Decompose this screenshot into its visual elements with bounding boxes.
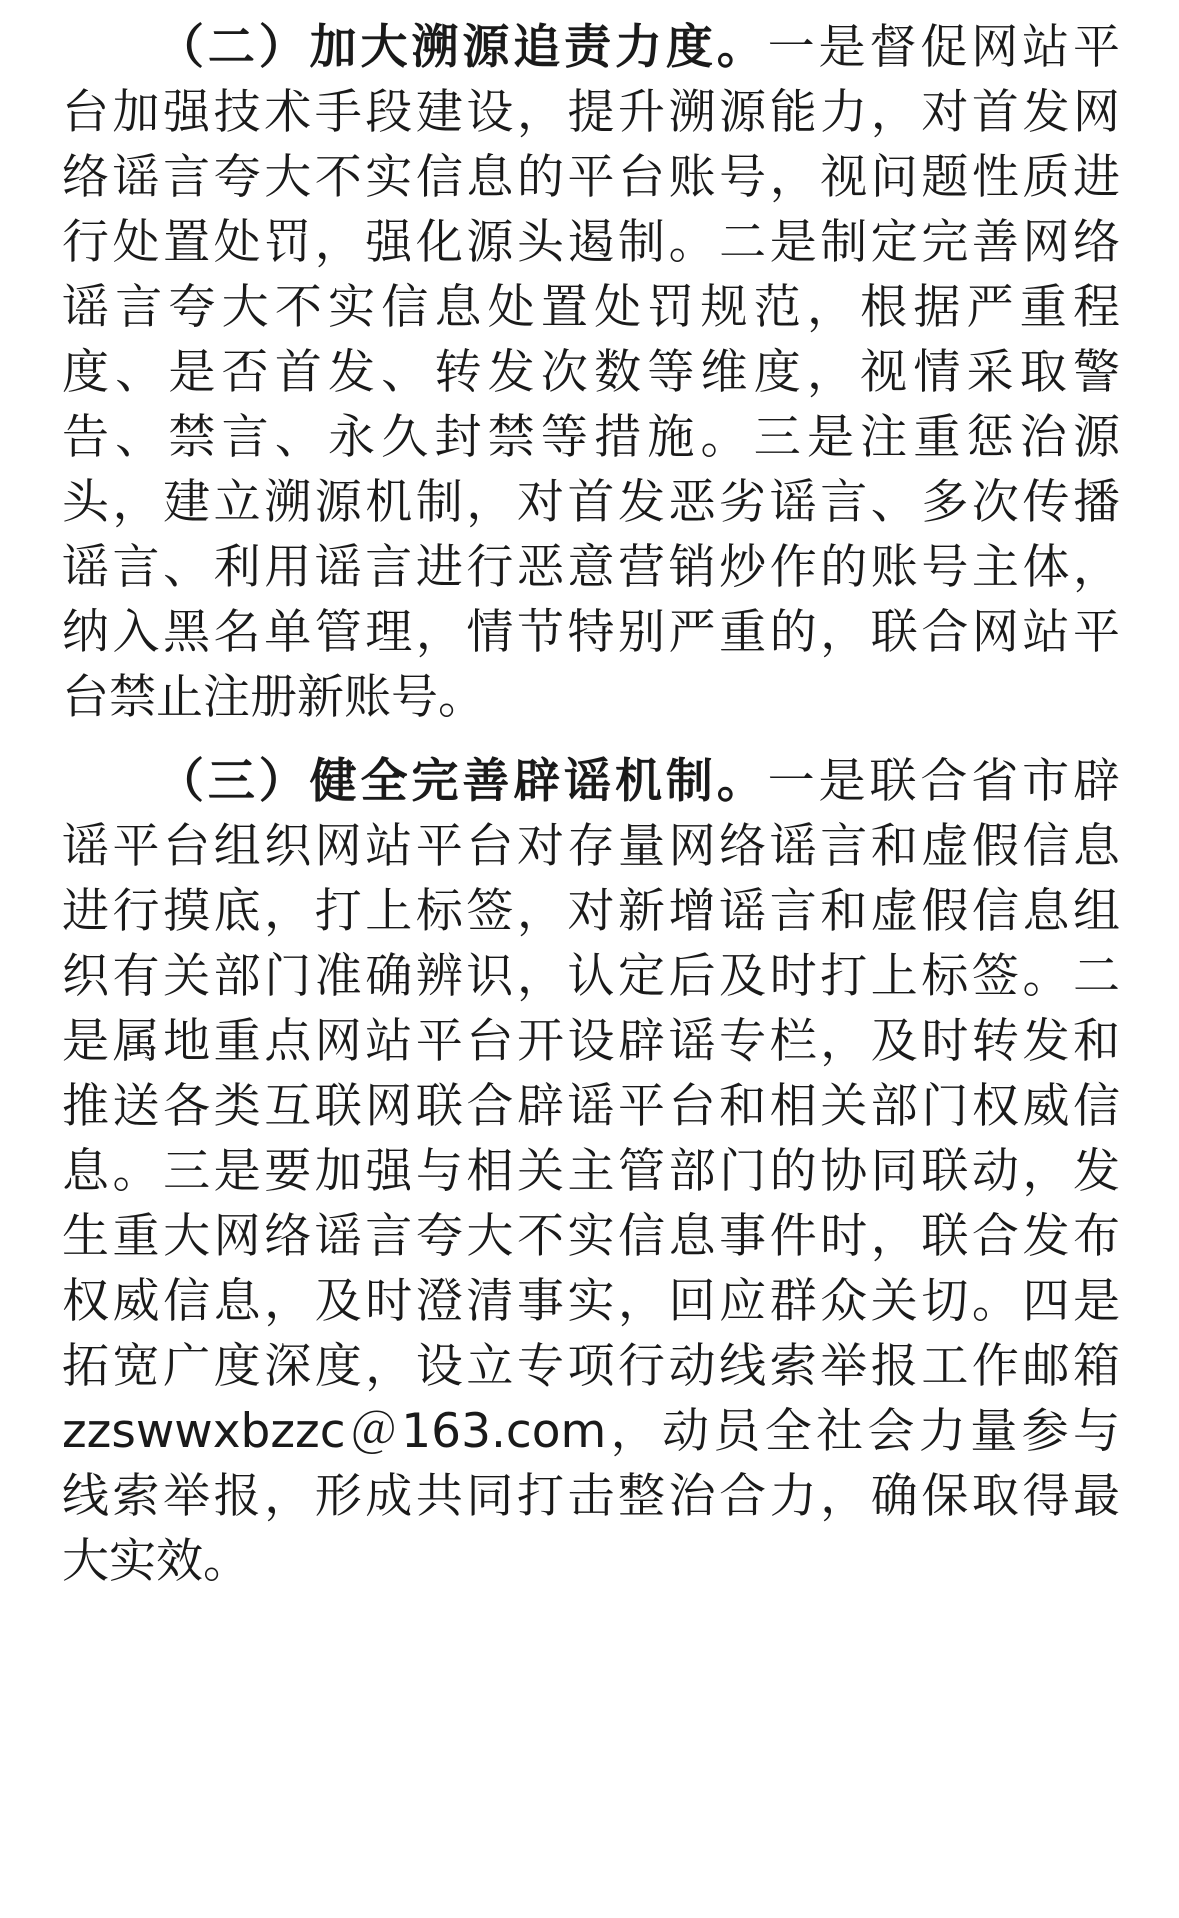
- section2-line-5: 谣言夸大不实信息处置处罚规范，根据严重程: [62, 280, 1120, 335]
- section3-heading: （三）健全完善辟谣机制。: [157, 754, 768, 809]
- section2-line-1-text: 一是督促网站平: [767, 20, 1120, 75]
- section3-line-3: 进行摸底，打上标签，对新增谣言和虚假信息组: [62, 884, 1120, 939]
- section2-line-7: 告、禁言、永久封禁等措施。三是注重惩治源: [62, 410, 1120, 465]
- section2-heading: （二）加大溯源追责力度。: [157, 20, 768, 75]
- section2-line-9: 谣言、利用谣言进行恶意营销炒作的账号主体，: [62, 540, 1120, 595]
- section3-line-11-email: zzswwxbzzc＠163.com，动员全社会力量参与: [62, 1404, 1120, 1459]
- section3-line-9: 权威信息，及时澄清事实，回应群众关切。四是: [62, 1274, 1120, 1329]
- section3-line-7: 息。三是要加强与相关主管部门的协同联动，发: [62, 1144, 1120, 1199]
- section2-line-4: 行处置处罚，强化源头遏制。二是制定完善网络: [62, 215, 1120, 270]
- section3-line-8: 生重大网络谣言夸大不实信息事件时，联合发布: [62, 1209, 1120, 1264]
- section2-line-6: 度、是否首发、转发次数等维度，视情采取警: [62, 345, 1120, 400]
- section2-line-2: 台加强技术手段建设，提升溯源能力，对首发网: [62, 85, 1120, 140]
- section3-line-4: 织有关部门准确辨识，认定后及时打上标签。二: [62, 949, 1120, 1004]
- section2-line-10: 纳入黑名单管理，情节特别严重的，联合网站平: [62, 605, 1120, 660]
- section3-line-12: 线索举报，形成共同打击整治合力，确保取得最: [62, 1469, 1120, 1524]
- section2-line-11: 台禁止注册新账号。: [62, 670, 485, 725]
- section3-line-6: 推送各类互联网联合辟谣平台和相关部门权威信: [62, 1079, 1120, 1134]
- section3-line-2: 谣平台组织网站平台对存量网络谣言和虚假信息: [62, 819, 1120, 874]
- section3-line-10: 拓宽广度深度，设立专项行动线索举报工作邮箱: [62, 1339, 1120, 1394]
- section3-line-13: 大实效。: [62, 1534, 250, 1589]
- section3-line-1-text: 一是联合省市辟: [767, 754, 1120, 809]
- section3-line-5: 是属地重点网站平台开设辟谣专栏，及时转发和: [62, 1014, 1120, 1069]
- section2-line-3: 络谣言夸大不实信息的平台账号，视问题性质进: [62, 150, 1120, 205]
- section2-line-8: 头，建立溯源机制，对首发恶劣谣言、多次传播: [62, 475, 1120, 530]
